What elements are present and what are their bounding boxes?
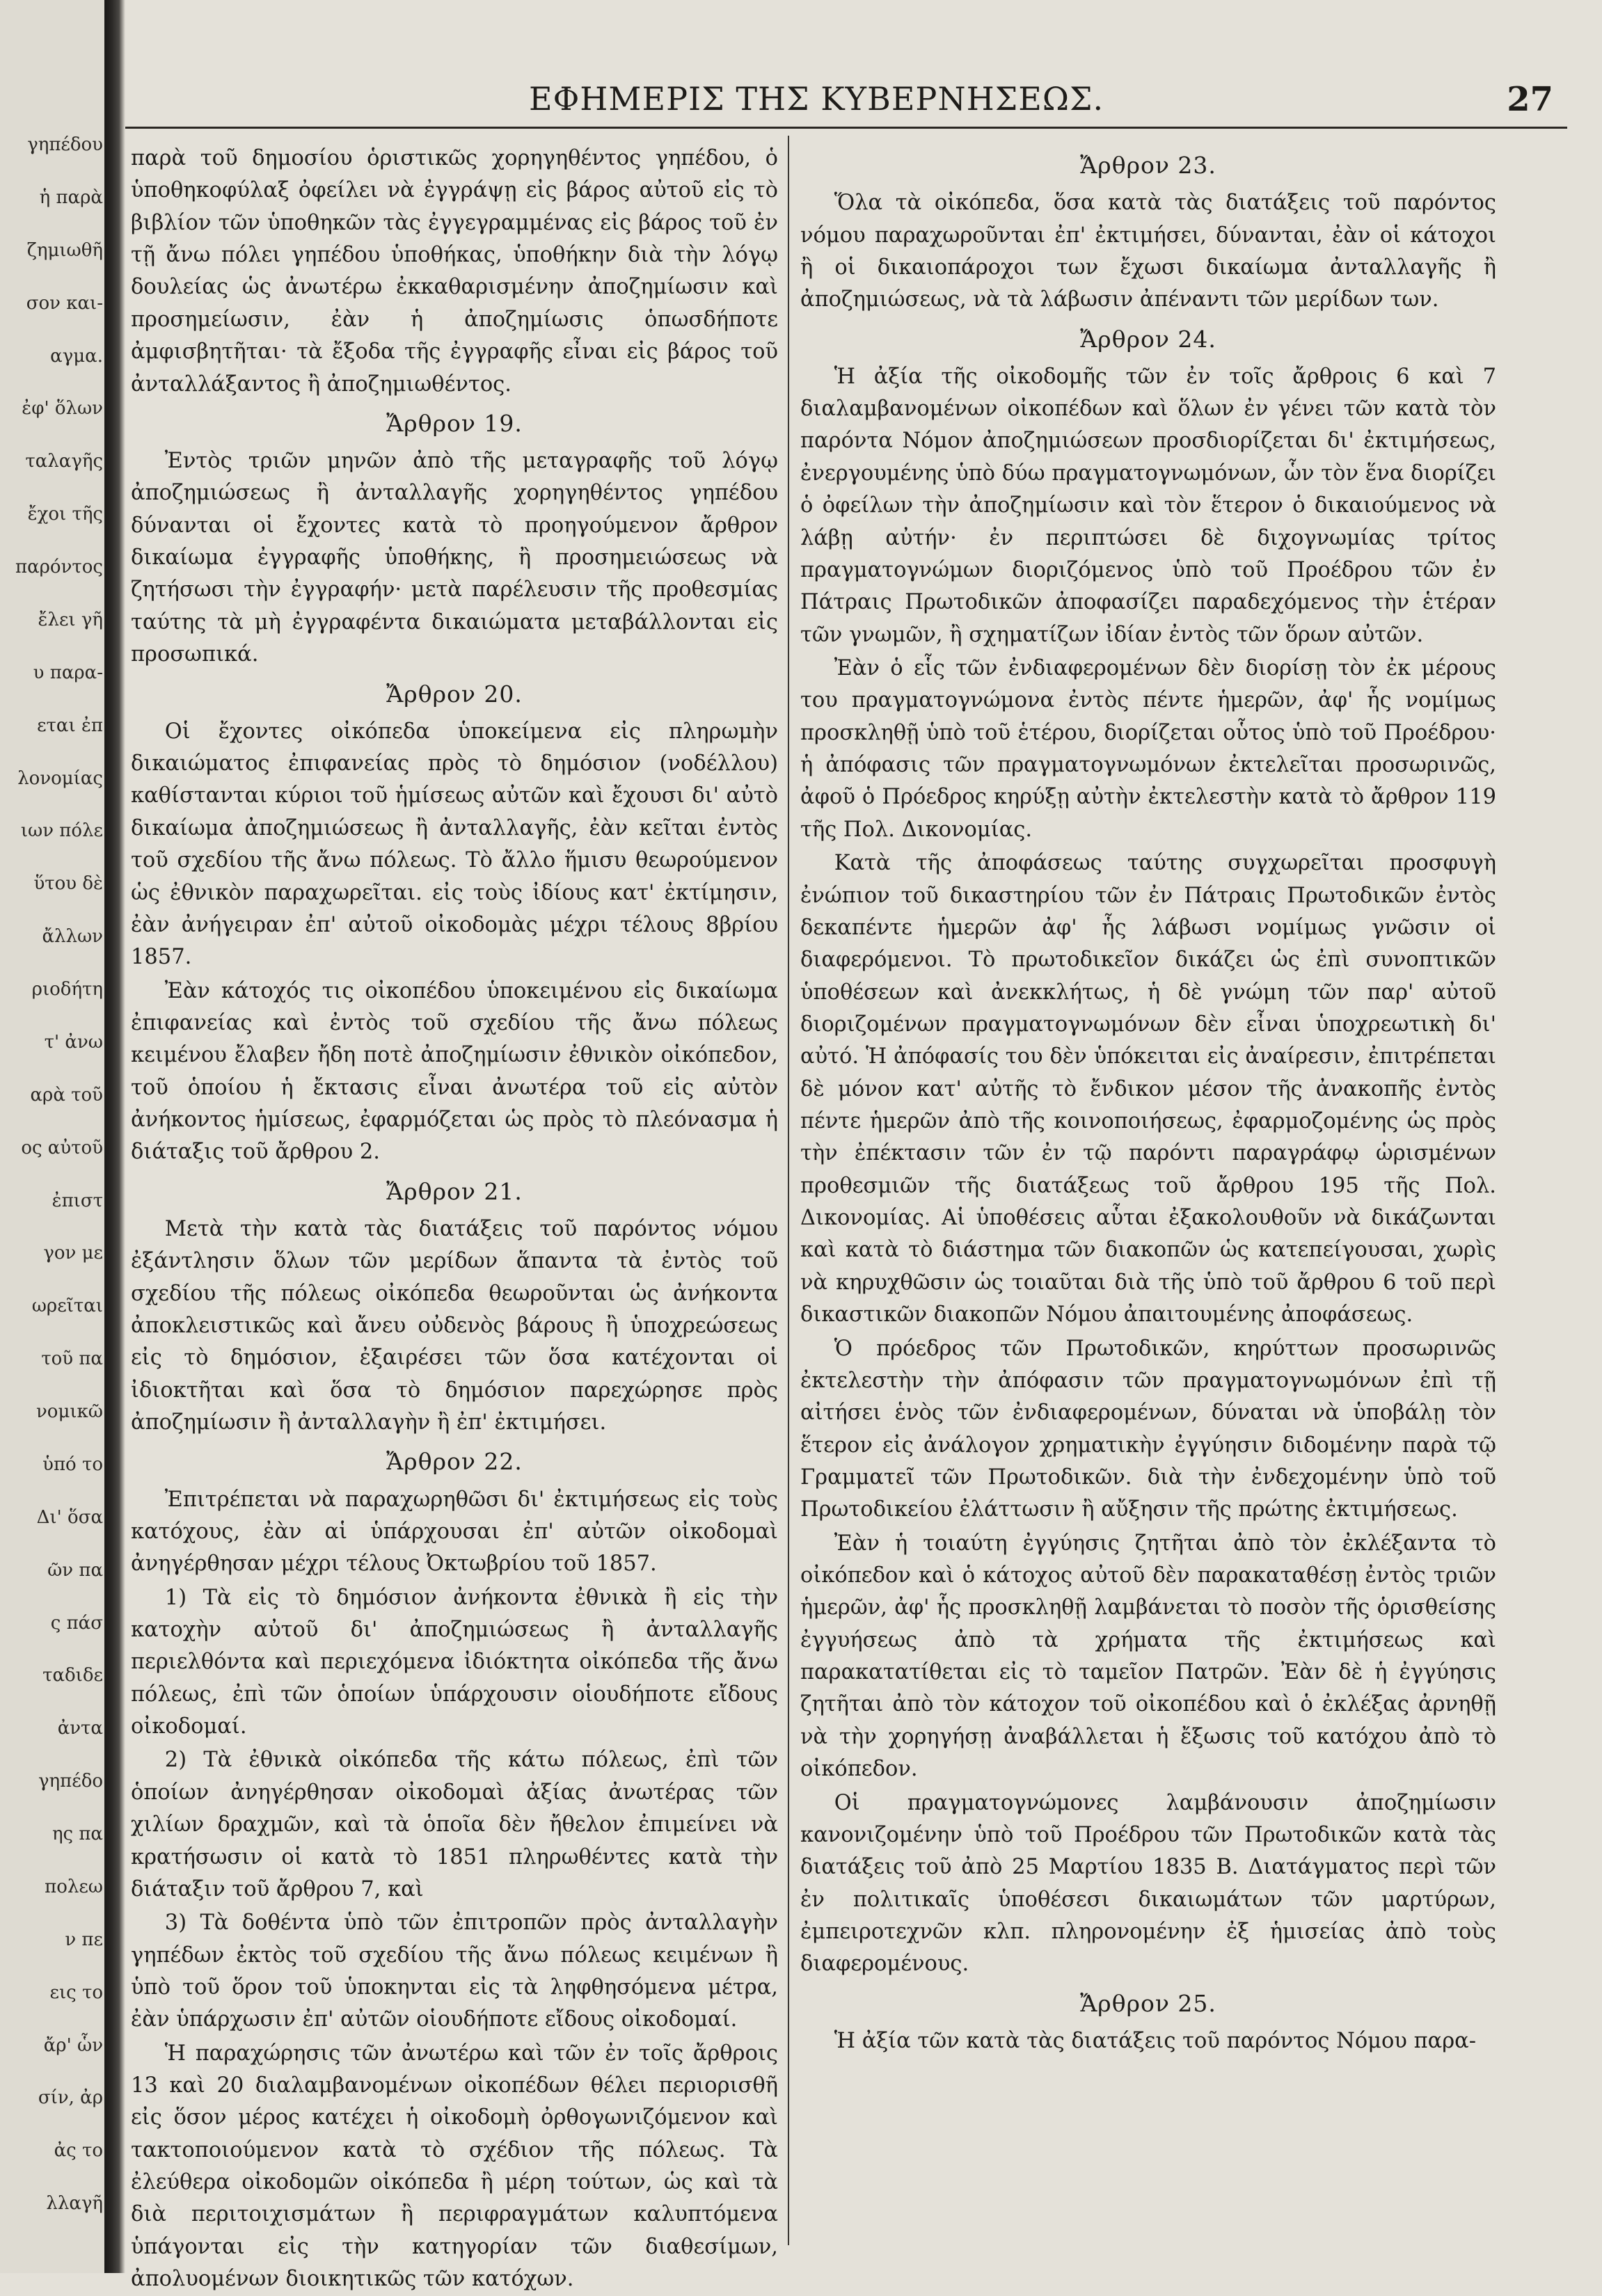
gutter-fragment: νομικῶ bbox=[35, 1401, 103, 1422]
article-22-item: 3) Τὰ δοθέντα ὑπὸ τῶν ἐπιτροπῶν πρὸς ἀνταλλαγὴν γηπέδων ἐκτὸς τοῦ σχεδίου τῆς ἄνω πόλεως κειμένων ἢ ὑπὸ τοῦ ὅρον τοῦ ὑποκηνται εἰς τὰ ληφθησόμενα μέτρα, ἐὰν ὑπάρχωσιν ἐπ' αὐτῶν οἱουδήποτε εἴδους οἰκοδομαί. bbox=[131, 1911, 778, 2032]
gutter-fragment: ἔχοι τῆς bbox=[27, 504, 103, 525]
article-24-paragraph: Κατὰ τῆς ἀποφάσεως ταύτης συγχωρεῖται προσφυγὴ ἐνώπιον τοῦ δικαστηρίου τῶν ἐν Πάτραις Πρωτοδικῶν ἐντὸς δεκαπέντε ἡμερῶν ἀφ' ἧς λάβωσι νομίμως γνῶσιν οἱ διαφερόμενοι. Τὸ πρωτοδικεῖον δικάζει ὡς ἐπὶ συνοπτικῶν ὑποθέσεων καὶ ἀνεκκλήτως, ἡ δὲ γνώμη τῶν παρ' αὐτοῦ διοριζομένων πραγματογνωμόνων δὲν εἶναι ὑποχρεωτικὴ δι' αὐτό. Ἡ ἀπόφασίς του δὲν ὑπόκειται εἰς ἀναίρεσιν, ἐπιτρέπεται δὲ μόνον κατ' αὐτῆς τὸ ἔνδικον μέσον τῆς ἀνακοπῆς ἐντὸς πέντε ἡμερῶν ἀπὸ τῆς κοινοποιήσεως, ἐφαρμοζομένης ὡς πρὸς τὴν ἐπέκτασιν τῶν ἐν τῷ παρόντι παραγράφῳ ὡρισμένων προθεσμιῶν τῆς διατάξεως τοῦ ἄρθρου 195 τῆς Πολ. Δικονομίας. Αἱ ὑποθέσεις αὗται ἐξακολουθοῦν νὰ δικάζωνται καὶ κατὰ τὸ διάστημα τῶν διακοπῶν ὡς κατεπείγουσαι, χωρὶς νὰ κηρυχθῶσιν ὡς τοιαῦται διὰ τῆς ὑπὸ τοῦ ἄρθρου 6 τοῦ περὶ δικαστικῶν διακοπῶν Νόμου ἀπαιτουμένης ἀποφάσεως. bbox=[800, 851, 1496, 1328]
right-column bbox=[800, 143, 1496, 2231]
page-header bbox=[125, 80, 1560, 122]
article-19-text: Ἐντὸς τριῶν μηνῶν ἀπὸ τῆς μεταγραφῆς τοῦ λόγῳ ἀποζημιώσεως ἢ ἀνταλλαγῆς χορηγηθέντος γηπέδου δύνανται οἱ ἔχοντες κατὰ τὸ προηγούμενον ἄρθρον δικαίωμα ἐγγραφῆς ὑποθήκης, ἢ προσημειώσεως νὰ ζητήσωσι τὴν ἐγγραφήν· μετὰ παρέλευσιν τῆς προθεσμίας ταύτης τὰ μὴ ἐγγραφέντα δικαιώματα μεταβάλλονται εἰς προσωπικά. bbox=[131, 449, 778, 667]
article-25-heading: Ἄρθρον 25. bbox=[1080, 1989, 1216, 2017]
article-25-text: Ἡ ἀξία τῶν κατὰ τὰς διατάξεις τοῦ παρόντος Νόμου παρα- bbox=[834, 2028, 1477, 2053]
article-22-heading: Ἄρθρον 22. bbox=[386, 1448, 523, 1476]
gutter-fragment: σίν, ἀρ bbox=[38, 2087, 103, 2108]
gutter-fragment: αρὰ τοῦ bbox=[30, 1085, 103, 1106]
gutter-fragment: Δι' ὅσα bbox=[36, 1507, 103, 1528]
article-22-item: 2) Τὰ ἐθνικὰ οἰκόπεδα τῆς κάτω πόλεως, ἐπὶ τῶν ὁποίων ἀνηγέρθησαν οἰκοδομαὶ ἀξίας ἀνωτέρας τῶν χιλίων δραχμῶν, καὶ τὰ ὁποῖα δὲν ἤθελον ἐπιμείνει νὰ κρατήσωσιν οἱ κατὰ τὸ 1851 πληρωθέντες κατὰ τὴν διάταξιν τοῦ ἄρθρου 7, καὶ bbox=[131, 1748, 778, 1902]
binding-shadow bbox=[104, 0, 125, 2273]
column-divider bbox=[788, 136, 789, 2245]
gutter-fragment: γηπέδου bbox=[27, 134, 103, 155]
page-number: 27 bbox=[1507, 80, 1553, 119]
article-24-heading: Ἄρθρον 24. bbox=[1080, 325, 1216, 353]
article-24-paragraph: Ἐὰν ἡ τοιαύτη ἐγγύησις ζητῆται ἀπὸ τὸν ἐκλέξαντα τὸ οἰκόπεδον καὶ ὁ κάτοχος αὐτοῦ δὲν παρακαταθέσῃ ἐντὸς τριῶν ἡμερῶν, ἀφ' ἧς προσκληθῇ λαμβάνεται τὸ ποσὸν τῆς ὁρισθείσης ἐγγυήσεως ἀπὸ τὰ χρήματα τῆς ἐκτιμήσεως καὶ παρακατατίθεται εἰς τὸ ταμεῖον Πατρῶν. Ἐὰν δὲ ἡ ἐγγύησις ζητῆται ἀπὸ τὸν κάτοχον τοῦ οἰκοπέδου καὶ ὁ ἐκλέξας ἀρνηθῇ νὰ τὴν χορηγήσῃ ἀναβάλλεται ἡ ἔξωσις τοῦ κατόχου ἀπὸ τὸ οἰκόπεδον. bbox=[800, 1531, 1496, 1782]
article-21-text: Μετὰ τὴν κατὰ τὰς διατάξεις τοῦ παρόντος νόμου ἐξάντλησιν ὅλων τῶν μερίδων ἅπαντα τὰ ἐντὸς τοῦ σχεδίου τῆς πόλεως οἰκόπεδα θεωροῦνται ὡς ἀνήκοντα ἀποκλειστικῶς καὶ ἄνευ οὐδενὸς βάρους ἢ ὑποχρεώσεως εἰς τὸ δημόσιον, ἐξαιρέσει τῶν ὅσα κατέχονται οἱ ἰδιοκτῆται καὶ ὅσα τὸ δημόσιον παρεχώρησε πρὸς ἀποζημίωσιν ἢ ἀνταλλαγὴν ἢ ἐπ' ἐκτιμήσει. bbox=[131, 1216, 778, 1435]
gutter-fragment: τ' ἀνω bbox=[44, 1032, 103, 1053]
gutter-fragment: παρόντος bbox=[15, 557, 103, 577]
gutter-fragment: ἀς το bbox=[54, 2140, 103, 2161]
article-20-heading: Ἄρθρον 20. bbox=[386, 680, 523, 708]
article-22-paragraph: Ἡ παραχώρησις τῶν ἀνωτέρω καὶ τῶν ἐν τοῖς ἄρθροις 13 καὶ 20 διαλαμβανομένων οἰκοπέδων θέλει περιορισθῆ εἰς ὅσον μέρος κατέχει ἡ οἰκοδομὴ ὀρθογωνιζόμενον καὶ τακτοποιούμενον κατὰ τὸ σχέδιον τῆς πόλεως. Τὰ ἐλεύθερα οἰκοδομῶν οἰκόπεδα ἢ μέρη τούτων, ὡς καὶ τὰ διὰ περιτοιχισμάτων ἢ περιφραγμάτων καλυπτόμενα ὑπάγονται εἰς τὴν κατηγορίαν τῶν διαθεσίμων, ἀπολυομένων διοικητικῶς τῶν κατόχων. bbox=[131, 2041, 778, 2292]
gutter-fragment: λονομίας bbox=[17, 768, 103, 789]
gutter-fragment: ἀντα bbox=[57, 1718, 103, 1739]
gutter-fragment: αγμα. bbox=[50, 346, 103, 367]
gutter-fragment: ης πα bbox=[51, 1824, 103, 1844]
gutter-fragment: ωρεῖται bbox=[31, 1296, 103, 1316]
gutter-fragment: ος αὐτοῦ bbox=[21, 1138, 103, 1158]
gutter-fragment: ιων πόλε bbox=[20, 820, 103, 841]
gutter-fragment: ἡ παρὰ bbox=[39, 187, 103, 208]
gutter-fragment: ὑπό το bbox=[42, 1454, 103, 1475]
gutter-fragment: ν πε bbox=[65, 1929, 103, 1950]
article-23-heading: Ἄρθρον 23. bbox=[1080, 152, 1216, 179]
article-24-paragraph: Οἱ πραγματογνώμονες λαμβάνουσιν ἀποζημίωσιν κανονιζομένην ὑπὸ τοῦ Προέδρου τῶν Πρωτοδικῶν κατὰ τὰς διατάξεις τοῦ ἀπὸ 25 Μαρτίου 1835 Β. Διατάγματος περὶ τῶν ἐν πολιτικαῖς ὑποθέσεσι δικαιωμάτων τῶν μαρτύρων, ἐμπειροτεχνῶν κλπ. πληρονομένην ἐξ ἡμισείας ἀπὸ τοὺς διαφερομένους. bbox=[800, 1790, 1496, 1977]
article-24-paragraph: Ἐὰν ὁ εἷς τῶν ἐνδιαφερομένων δὲν διορίσῃ τὸν ἐκ μέρους του πραγματογνώμονα ἐντὸς πέντε ἡμερῶν, ἀφ' ἧς νομίμως προσκληθῇ ὑπὸ τοῦ ἑτέρου, διορίζεται οὗτος ὑπὸ τοῦ Προέδρου· ἡ ἀπόφασις τῶν πραγματογνωμόνων ἐκτελεῖται προσωρινῶς, ἀφοῦ ὁ Πρόεδρος κηρύξῃ αὐτὴν ἐκτελεστὴν κατὰ τὸ ἄρθρον 119 τῆς Πολ. Δικονομίας. bbox=[800, 655, 1496, 842]
gutter-fragment: ἔλει γῆ bbox=[38, 609, 103, 630]
article-19-heading: Ἄρθρον 19. bbox=[386, 409, 523, 437]
article-24-paragraph: Ὁ πρόεδρος τῶν Πρωτοδικῶν, κηρύττων προσωρινῶς ἐκτελεστὴν τὴν ἀπόφασιν τῶν πραγματογνωμόνων ἐπὶ τῇ αἰτήσει ἑνὸς τῶν ἐνδιαφερομένων, δύναται νὰ ὑποβάλῃ τὸν ἕτερον εἰς ἀνάλογον χρηματικὴν ἐγγύησιν διδομένην παρὰ τῷ Γραμματεῖ τῶν Πρωτοδικῶν. διὰ τὴν ἐνδεχομένην ὑπὸ τοῦ Πρωτοδικείου ἐλάττωσιν ἢ αὔξησιν τῆς πρώτης ἐκτιμήσεως. bbox=[800, 1336, 1496, 1522]
gutter-fragment: υ παρα- bbox=[33, 662, 103, 683]
gutter-fragment: εται ἐπ bbox=[37, 715, 103, 736]
gutter-fragment: ταλαγῆς bbox=[25, 451, 103, 472]
article-20-paragraph: Οἱ ἔχοντες οἰκόπεδα ὑποκείμενα εἰς πληρωμὴν δικαιώματος ἐπιφανείας πρὸς τὸ δημόσιον (νοδέλλου) καθίστανται κύριοι τοῦ ἡμίσεως αὐτῶν καὶ ἔχουσι δι' αὐτὸ δικαίωμα ἀποζημιώσεως ἢ ἀνταλλαγῆς, ἐὰν κεῖται ἐντὸς τοῦ σχεδίου τῆς ἄνω πόλεως. Τὸ ἄλλο ἥμισυ θεωρούμενον ὡς ἐθνικὸν παραχωρεῖται. εἰς τοὺς ἰδίους κατ' ἐκτίμησιν, ἐὰν ἀνήγειραν ἐπ' αὐτοῦ οἰκοδομὰς μέχρι τέλους 8βρίου 1857. bbox=[131, 719, 778, 970]
gutter-fragment: ἄλλων bbox=[42, 926, 103, 947]
gutter-fragment: ταδιδε bbox=[42, 1665, 103, 1686]
gutter-fragment: ἐφ' ὅλων bbox=[22, 398, 103, 419]
article-22-intro: Ἐπιτρέπεται νὰ παραχωρηθῶσι δι' ἐκτιμήσεως εἰς τοὺς κατόχους, ἐὰν αἱ ὑπάρχουσαι ἐπ' αὐτῶν οἰκοδομαὶ ἀνηγέρθησαν μέχρι τέλους Ὀκτωβρίου τοῦ 1857. bbox=[131, 1487, 778, 1577]
gutter-fragment: ἄρ' ὧν bbox=[43, 2035, 103, 2056]
binding-gutter bbox=[0, 0, 104, 2273]
intro-paragraph: παρὰ τοῦ δημοσίου ὁριστικῶς χορηγηθέντος γηπέδου, ὁ ὑποθηκοφύλαξ ὀφείλει νὰ ἐγγράψῃ εἰς βάρος αὐτοῦ εἰς τὸ βιβλίον τῶν ὑποθηκῶν τὰς ἐγγεγραμμένας εἰς βάρος τοῦ ἐν τῇ ἄνω πόλει γηπέδου ὑποθήκας, ὑποθήκην διὰ τὴν λόγῳ δουλείας ὡς ἀνωτέρω ἐκκαθαρισμένην ἀποζημίωσιν καὶ προσημείωσιν, ἐὰν ἡ ἀποζημίωσις ὁπωσδήποτε ἀμφισβητῆται· τὰ ἔξοδα τῆς ἐγγραφῆς εἶναι εἰς βάρος τοῦ ἀνταλλάξαντος ἢ ἀποζημιωθέντος. bbox=[131, 146, 778, 397]
article-22-item: 1) Τὰ εἰς τὸ δημόσιον ἀνήκοντα ἐθνικὰ ἢ εἰς τὴν κατοχὴν αὐτοῦ δι' ἀποζημιώσεως ἢ ἀνταλλαγῆς περιελθόντα καὶ περιεχόμενα ἰδιόκτητα οἰκόπεδα τῆς ἄνω πόλεως, ἐπὶ τῶν ὁποίων ὑπάρχουσιν οἱουδήποτε εἴδους οἰκοδομαί. bbox=[131, 1585, 778, 1739]
gutter-fragment: ριοδήτη bbox=[31, 979, 103, 1000]
left-column bbox=[131, 143, 778, 2292]
gutter-fragment: πολεω bbox=[45, 1876, 103, 1897]
article-20-paragraph: Ἐὰν κάτοχός τις οἰκοπέδου ὑποκειμένου εἰς δικαίωμα ἐπιφανείας καὶ ἐντὸς τοῦ σχεδίου τῆς ἄνω πόλεως κειμένου ἔλαβεν ἤδη ποτὲ ἀποζημίωσιν ἐθνικὸν οἰκόπεδον, τοῦ ὁποίου ἡ ἔκτασις εἶναι ἀνωτέρα τοῦ εἰς αὐτὸν ἀνήκοντος ἡμίσεως, ἐφαρμόζεται ὡς πρὸς τὸ πλεόνασμα ἡ διάταξις τοῦ ἄρθρου 2. bbox=[131, 978, 778, 1165]
gutter-fragment: ζημιωθῆ bbox=[26, 240, 103, 261]
gutter-fragment: σον και- bbox=[26, 293, 103, 314]
header-rule bbox=[125, 127, 1567, 129]
gutter-fragment: λλαγῆ bbox=[46, 2193, 103, 2214]
gutter-fragment: ὕτου δὲ bbox=[33, 873, 103, 894]
gutter-fragment: τοῦ πα bbox=[41, 1348, 103, 1369]
gutter-fragment: ἐπιστ bbox=[51, 1190, 103, 1211]
article-23-text: Ὅλα τὰ οἰκόπεδα, ὅσα κατὰ τὰς διατάξεις τοῦ παρόντος νόμου παραχωροῦνται ἐπ' ἐκτιμήσει, δύνανται, ἐὰν οἱ κάτοχοι ἢ οἱ δικαιοπάροχοι των ἔχωσι δικαίωμα ἀνταλλαγῆς ἢ ἀποζημιώσεως, νὰ τὰ λάβωσιν ἀπέναντι τῶν μερίδων των. bbox=[800, 191, 1496, 312]
gutter-fragment: γηπέδο bbox=[38, 1771, 103, 1792]
article-21-heading: Ἄρθρον 21. bbox=[386, 1177, 523, 1205]
article-24-paragraph: Ἡ ἀξία τῆς οἰκοδομῆς τῶν ἐν τοῖς ἄρθροις 6 καὶ 7 διαλαμβανομένων οἰκοπέδων καὶ ὅλων ἐν γένει τῶν κατὰ τὸν παρόντα Νόμον ἀποζημιώσεων προσδιορίζεται δι' ἐκτιμήσεως, ἐνεργουμένης ὑπὸ δύω πραγματογνωμόνων, ὧν τὸν ἕνα διορίζει ὁ ὀφείλων τὴν ἀποζημίωσιν καὶ τὸν ἕτερον ὁ δικαιούμενος νὰ λάβῃ αὐτήν· ἐν περιπτώσει δὲ διχογνωμίας τρίτος πραγματογνώμων διοριζόμενος ὑπὸ τοῦ Προέδρου τῶν ἐν Πάτραις Πρωτοδικῶν ἀποφασίζει παραδεχόμενος τὴν ἑτέραν τῶν γνωμῶν, ἢ σχηματίζων ἰδίαν ἐντὸς τῶν ὅρων αὐτῶν. bbox=[800, 364, 1496, 647]
gutter-fragment: ς πάσ bbox=[50, 1613, 103, 1634]
running-title: ΕΦΗΜΕΡΙΣ ΤΗΣ ΚΥΒΕΡΝΗΣΕΩΣ. bbox=[529, 80, 1104, 118]
gutter-fragment: γον με bbox=[43, 1243, 103, 1263]
gutter-fragment: ῶν πα bbox=[47, 1560, 103, 1581]
gutter-fragment: εις το bbox=[49, 1982, 103, 2003]
